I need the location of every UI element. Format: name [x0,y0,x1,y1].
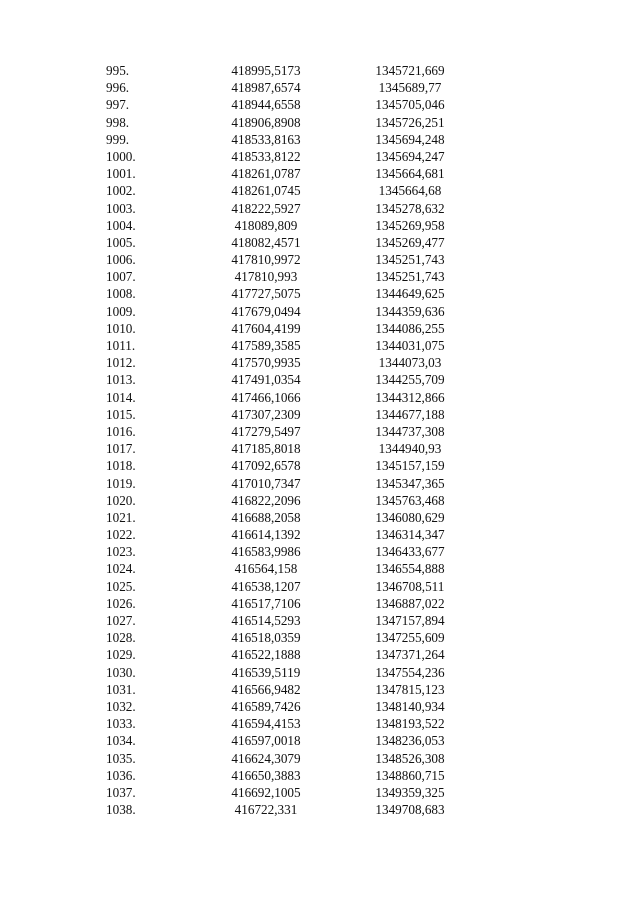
y-coordinate-cell: 1344649,625 [375,286,445,302]
point-number-cell: 1012. [106,355,136,371]
y-coordinate-cell: 1345726,251 [375,114,445,130]
x-coordinate-cell: 418261,0787 [231,166,301,182]
y-coordinate-cell: 1345251,743 [375,252,445,268]
table-row [0,767,640,784]
x-coordinate-cell: 416624,3079 [231,750,301,766]
point-number-cell: 1011. [106,338,136,353]
point-number-cell: 1034. [106,733,136,749]
x-coordinate-cell: 417092,6578 [231,458,301,474]
x-coordinate-cell: 418533,8122 [231,148,301,164]
x-coordinate-cell: 416564,158 [234,561,298,577]
x-coordinate-cell: 417810,9972 [231,252,301,268]
table-row [0,612,640,629]
y-coordinate-cell: 1346314,347 [375,527,445,543]
y-coordinate-cell: 1345664,681 [375,166,445,182]
y-coordinate-cell: 1346433,677 [375,544,445,560]
table-row [0,698,640,715]
table-row [0,234,640,251]
table-row [0,406,640,423]
x-coordinate-cell: 417810,993 [234,269,298,285]
y-coordinate-cell: 1348236,053 [375,733,445,749]
table-row [0,131,640,148]
x-coordinate-cell: 417727,5075 [231,286,301,302]
table-row [0,475,640,492]
point-number-cell: 1025. [106,578,136,594]
point-number-cell: 1000. [106,148,136,164]
point-number-cell: 1020. [106,492,136,508]
x-coordinate-cell: 418089,809 [234,217,298,233]
x-coordinate-cell: 418533,8163 [231,131,301,147]
table-row [0,595,640,612]
point-number-cell: 1030. [106,664,136,680]
x-coordinate-cell: 416522,1888 [231,647,301,663]
table-row [0,560,640,577]
x-coordinate-cell: 418987,6574 [231,80,301,96]
y-coordinate-cell: 1346554,888 [375,561,445,577]
table-row [0,784,640,801]
table-row [0,423,640,440]
point-number-cell: 1005. [106,234,136,250]
table-row [0,320,640,337]
y-coordinate-cell: 1346080,629 [375,509,445,525]
point-number-cell: 1033. [106,716,136,732]
y-coordinate-cell: 1347255,609 [375,630,445,646]
y-coordinate-cell: 1344086,255 [375,320,445,336]
y-coordinate-cell: 1348140,934 [375,698,445,714]
x-coordinate-cell: 417010,7347 [231,475,301,491]
table-row [0,629,640,646]
table-row [0,646,640,663]
point-number-cell: 1031. [106,681,136,697]
point-number-cell: 1036. [106,767,136,783]
table-row [0,79,640,96]
x-coordinate-cell: 418906,8908 [231,114,301,130]
point-number-cell: 1038. [106,802,136,818]
x-coordinate-cell: 418082,4571 [231,234,301,250]
x-coordinate-cell: 418944,6558 [231,97,301,113]
point-number-cell: 999. [106,131,130,147]
table-row [0,251,640,268]
point-number-cell: 1037. [106,784,136,800]
point-number-cell: 998. [106,114,130,130]
point-number-cell: 1016. [106,423,136,439]
table-row [0,96,640,113]
y-coordinate-cell: 1344073,03 [378,355,442,371]
table-row [0,148,640,165]
point-number-cell: 1006. [106,252,136,268]
point-number-cell: 1015. [106,406,136,422]
y-coordinate-cell: 1344312,866 [375,389,445,405]
x-coordinate-cell: 416688,2058 [231,509,301,525]
point-number-cell: 1029. [106,647,136,663]
table-row [0,114,640,131]
table-row [0,371,640,388]
point-number-cell: 1013. [106,372,136,388]
point-number-cell: 1003. [106,200,136,216]
x-coordinate-cell: 418222,5927 [231,200,301,216]
y-coordinate-cell: 1348526,308 [375,750,445,766]
table-row [0,578,640,595]
point-number-cell: 1008. [106,286,136,302]
x-coordinate-cell: 417589,3585 [231,338,301,353]
point-number-cell: 1027. [106,613,136,628]
y-coordinate-cell: 1344031,075 [375,338,445,353]
x-coordinate-cell: 416566,9482 [231,681,301,697]
table-row [0,389,640,406]
x-coordinate-cell: 418261,0745 [231,183,301,199]
y-coordinate-cell: 1345705,046 [375,97,445,113]
point-number-cell: 1002. [106,183,136,199]
y-coordinate-cell: 1349708,683 [375,802,445,818]
table-row [0,526,640,543]
point-number-cell: 1018. [106,458,136,474]
table-row [0,750,640,767]
y-coordinate-cell: 1349359,325 [375,784,445,800]
point-number-cell: 1021. [106,509,136,525]
point-number-cell: 1026. [106,595,136,611]
point-number-cell: 1009. [106,303,136,319]
table-row [0,182,640,199]
y-coordinate-cell: 1347554,236 [375,664,445,680]
y-coordinate-cell: 1344255,709 [375,372,445,388]
point-number-cell: 1019. [106,475,136,491]
x-coordinate-cell: 417279,5497 [231,423,301,439]
y-coordinate-cell: 1347815,123 [375,681,445,697]
coordinate-table [0,62,640,818]
x-coordinate-cell: 416517,7106 [231,595,301,611]
point-number-cell: 1032. [106,698,136,714]
y-coordinate-cell: 1344940,93 [378,441,442,457]
y-coordinate-cell: 1345347,365 [375,475,445,491]
x-coordinate-cell: 416692,1005 [231,784,301,800]
table-row [0,285,640,302]
y-coordinate-cell: 1345721,669 [375,63,445,78]
y-coordinate-cell: 1348860,715 [375,767,445,783]
y-coordinate-cell: 1345763,468 [375,492,445,508]
y-coordinate-cell: 1345278,632 [375,200,445,216]
table-row [0,509,640,526]
y-coordinate-cell: 1344677,188 [375,406,445,422]
table-row [0,268,640,285]
x-coordinate-cell: 416583,9986 [231,544,301,560]
table-row [0,715,640,732]
table-row [0,62,640,79]
y-coordinate-cell: 1348193,522 [375,716,445,732]
y-coordinate-cell: 1347371,264 [375,647,445,663]
table-row [0,681,640,698]
point-number-cell: 1007. [106,269,136,285]
y-coordinate-cell: 1345157,159 [375,458,445,474]
x-coordinate-cell: 416597,0018 [231,733,301,749]
table-row [0,732,640,749]
point-number-cell: 1001. [106,166,136,182]
table-row [0,217,640,234]
table-row [0,664,640,681]
point-number-cell: 1023. [106,544,136,560]
x-coordinate-cell: 416518,0359 [231,630,301,646]
y-coordinate-cell: 1345694,247 [375,148,445,164]
y-coordinate-cell: 1346708,511 [375,578,445,594]
point-number-cell: 1022. [106,527,136,543]
x-coordinate-cell: 417307,2309 [231,406,301,422]
x-coordinate-cell: 417679,0494 [231,303,301,319]
table-row [0,543,640,560]
point-number-cell: 995. [106,63,130,78]
y-coordinate-cell: 1345689,77 [378,80,442,96]
x-coordinate-cell: 416538,1207 [231,578,301,594]
point-number-cell: 1017. [106,441,136,457]
x-coordinate-cell: 416650,3883 [231,767,301,783]
y-coordinate-cell: 1344737,308 [375,423,445,439]
x-coordinate-cell: 416539,5119 [231,664,301,680]
x-coordinate-cell: 416589,7426 [231,698,301,714]
x-coordinate-cell: 416614,1392 [231,527,301,543]
table-row [0,337,640,354]
table-row [0,440,640,457]
table-row [0,457,640,474]
x-coordinate-cell: 417491,0354 [231,372,301,388]
point-number-cell: 997. [106,97,130,113]
x-coordinate-cell: 416822,2096 [231,492,301,508]
y-coordinate-cell: 1347157,894 [375,613,445,628]
y-coordinate-cell: 1344359,636 [375,303,445,319]
x-coordinate-cell: 417570,9935 [231,355,301,371]
x-coordinate-cell: 416514,5293 [231,613,301,628]
x-coordinate-cell: 417604,4199 [231,320,301,336]
x-coordinate-cell: 416594,4153 [231,716,301,732]
y-coordinate-cell: 1345694,248 [375,131,445,147]
y-coordinate-cell: 1345664,68 [378,183,442,199]
y-coordinate-cell: 1346887,022 [375,595,445,611]
table-row [0,165,640,182]
x-coordinate-cell: 416722,331 [234,802,298,818]
x-coordinate-cell: 417185,8018 [231,441,301,457]
y-coordinate-cell: 1345269,477 [375,234,445,250]
point-number-cell: 1024. [106,561,136,577]
y-coordinate-cell: 1345251,743 [375,269,445,285]
x-coordinate-cell: 418995,5173 [231,63,301,78]
point-number-cell: 1004. [106,217,136,233]
table-row [0,303,640,320]
point-number-cell: 1010. [106,320,136,336]
table-row [0,200,640,217]
point-number-cell: 996. [106,80,130,96]
table-row [0,354,640,371]
table-row [0,492,640,509]
table-row [0,801,640,818]
point-number-cell: 1014. [106,389,136,405]
y-coordinate-cell: 1345269,958 [375,217,445,233]
point-number-cell: 1028. [106,630,136,646]
x-coordinate-cell: 417466,1066 [231,389,301,405]
point-number-cell: 1035. [106,750,136,766]
